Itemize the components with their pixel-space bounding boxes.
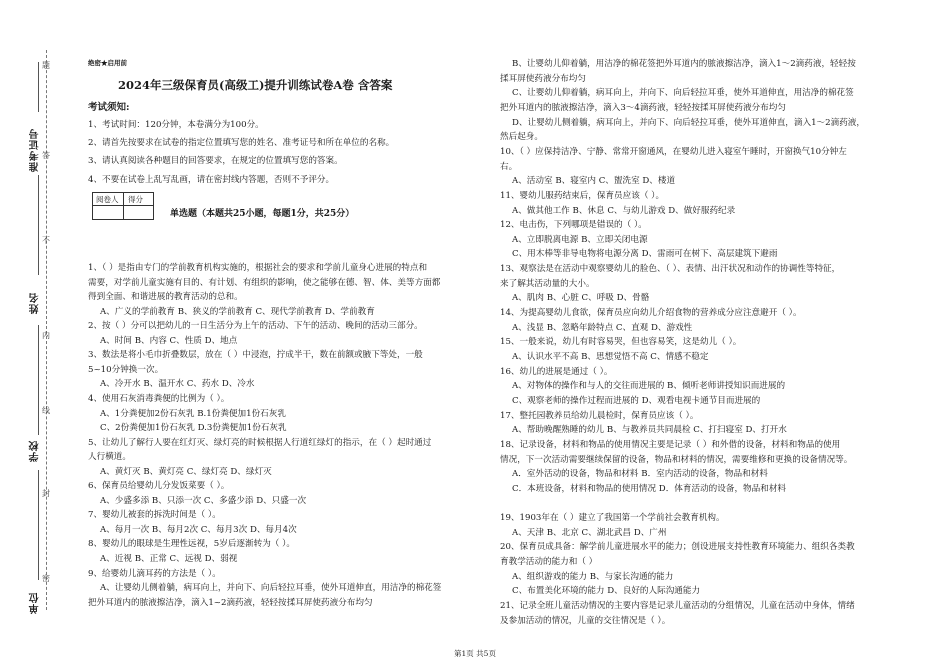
question-line: 12、电击伤，下列哪项是错误的（ ）。 — [500, 220, 647, 231]
question-line: 右。 — [500, 161, 518, 172]
question-line: 8、婴幼儿的眼球是生理性远视，5岁后逐渐转为（ ）。 — [88, 539, 296, 550]
fill-line — [38, 62, 39, 112]
page-title: 2024年三级保育员(高级工)提升训练试卷A卷 含答案 — [118, 78, 393, 92]
answer-option-line: C、布置美化环境的能力 D、良好的人际沟通能力 — [512, 586, 701, 597]
seal-mark: 密 — [42, 574, 50, 583]
answer-option-line: A、天津 B、北京 C、湖北武昌 D、广州 — [512, 527, 667, 538]
question-line: 1、（ ）是指由专门的学前教育机构实施的，根据社会的要求和学前儿童身心进展的特点和 — [88, 263, 428, 273]
answer-option-line: A、立即脱离电源 B、立即关闭电源 — [512, 234, 648, 245]
answer-option-line: A、做其他工作 B、休息 C、与幼儿游戏 D、做好服药纪录 — [512, 205, 736, 216]
seal-mark: 答 — [42, 151, 50, 160]
score-box — [92, 192, 154, 220]
answer-option-line: A、时间 B、内容 C、性质 D、地点 — [100, 335, 238, 346]
question-line: 育教学活动的能力和（ ） — [500, 557, 598, 568]
question-line: 15、一般来说，幼儿有时容易哭，但也容易笑，这是幼儿（ ）。 — [500, 337, 742, 348]
question-line: 18、记录设备，材料和物品的使用情况主要是记录（ ）和外借的设备，材料和物品的使用 — [500, 439, 841, 450]
answer-option-line: A、少盛多添 B、只添一次 C、多盛少添 D、只盛一次 — [100, 495, 307, 506]
question-line: 需要，对学前儿童实施有目的、有计划、有组织的影响，使之能够在德、智、体、美等方面都 — [88, 277, 441, 288]
answer-option-line: A、广义的学前教育 B、狭义的学前教育 C、现代学前教育 D、学前教育 — [100, 306, 375, 317]
answer-option-line: C、2份粪便加1份石灰乳 D.3份粪便加1份石灰乳 — [100, 423, 287, 434]
question-line: 得到全面、和谐进展的教育活动的总和。 — [88, 292, 243, 303]
seal-mark: 内 — [42, 331, 50, 340]
question-line: 把外耳道内的脓液擦洁净，滴入1~2滴药液，轻轻按揉耳屏使药液分布均匀 — [88, 597, 373, 608]
secret-mark: 绝密★启用前 — [88, 59, 127, 67]
question-line: 6、保育员给婴幼儿分发饭菜要（ ）。 — [88, 481, 230, 492]
answer-option-line: A、浅显 B、忽略年龄特点 C、直观 D、游戏性 — [512, 322, 693, 333]
school-label: 学校 — [30, 440, 41, 462]
question-line: 把外耳道内的脓液擦洁净，滴入3～4滴药液，轻轻按揉耳屏使药液分布均匀 — [500, 102, 786, 113]
answer-option-line: A、冷开水 B、温开水 C、药水 D、冷水 — [100, 379, 255, 390]
unit-label: 单位 — [30, 592, 41, 614]
question-line: 21、记录全班儿童活动情况的主要内容是记录儿童活动的分组情况，儿童在活动中身体，情绪 — [500, 601, 855, 612]
question-line: 7、婴幼儿被套的拆洗时间是（ ）。 — [88, 510, 221, 521]
seal-mark: 封 — [42, 489, 50, 498]
answer-option-line: B、让婴幼儿仰着躺，用洁净的棉花签把外耳道内的脓液擦洁净，滴入1～2滴药液，轻轻按 — [512, 59, 856, 69]
answer-option-line: A、活动室 B、寝室内 C、盥洗室 D、楼道 — [512, 176, 676, 187]
question-line: 来了解其活动量的大小。 — [500, 278, 595, 289]
question-line: 19、1903年在（ ）建立了我国第一个学前社会教育机构。 — [500, 513, 725, 524]
answer-option-line: D、让婴幼儿侧着躺，病耳向上，并向下、向后轻拉耳垂，使外耳道伸直，滴入1～2滴药液， — [512, 117, 865, 128]
answer-option-line: C、观察老师的操作过程而进展的 D、观看电视卡通节目而进展的 — [512, 395, 761, 406]
question-line: 5、让幼儿了解行人要在红灯灭、绿灯亮的时候根据人行道红绿灯的指示，在（ ）起时通过 — [88, 437, 432, 448]
question-line: 然后起身。 — [500, 132, 543, 143]
notice-item: 4、不要在试卷上乱写乱画，请在密封线内答题，否则不予评分。 — [88, 175, 335, 185]
question-line: 17、整托园教养员给幼儿晨检时，保育员应该（ ）。 — [500, 410, 699, 421]
question-line: 13、观察法是在活动中观察婴幼儿的脸色、（ ）、表情、出汗状况和动作的协调性等特征， — [500, 264, 841, 275]
question-line: 5~10分钟换一次。 — [88, 364, 164, 375]
binding-margin — [0, 0, 75, 671]
fill-line — [38, 325, 39, 435]
seal-mark: 不 — [42, 236, 50, 245]
answer-option-line: A、组织游戏的能力 B、与家长沟通的能力 — [512, 571, 674, 582]
answer-option-line: A、帮助晚醒熟睡的幼儿 B、与教养员共同晨检 C、打扫寝室 D、打开水 — [512, 425, 787, 436]
answer-option-line: C．本班设备，材料和物品的使用情况 D．体育活动的设备，物品和材料 — [512, 483, 787, 494]
fill-line — [38, 470, 39, 580]
question-line: 10、（ ）应保持洁净、宁静、常常开窗通风，在婴幼儿进入寝室午睡时，开窗换气10分钟左 — [500, 146, 847, 157]
answer-option-line: A、肌肉 B、心脏 C、呼吸 D、骨骼 — [512, 293, 650, 304]
reviewer-label: 阅卷人 — [96, 195, 119, 204]
question-line: 16、幼儿的进展是通过（ ）。 — [500, 366, 613, 377]
answer-option-line: A、对物体的操作和与人的交往而进展的 B、倾听老师讲授知识而进展的 — [512, 381, 786, 392]
answer-option-line: A、1分粪便加2份石灰乳 B.1份粪便加1份石灰乳 — [100, 408, 286, 419]
question-line: 及参加活动的情况，儿童的交往情况是（ ）。 — [500, 615, 671, 626]
answer-option-line: A、认识水平不高 B、思想觉悟不高 C、情感不稳定 — [512, 352, 709, 362]
seal-mark: 线 — [42, 406, 50, 415]
page-footer: 第1页 共5页 — [454, 649, 496, 658]
answer-option-line: A、每月一次 B、每月2次 C、每月3次 D、每月4次 — [100, 524, 297, 535]
question-line: 2、按（ ）分可以把幼儿的一日生活分为上午的活动、下午的活动、晚间的活动三部分。 — [88, 321, 423, 332]
question-line: 14、为提高婴幼儿食欲，保育员应向幼儿介绍食物的营养成分应注意避开（ ）。 — [500, 308, 802, 319]
answer-option-line: C、让婴幼儿仰着躺，病耳向上，并向下、向后轻拉耳垂，使外耳道伸直，用洁净的棉花签 — [512, 88, 854, 99]
section-heading: 单选题（本题共25小题，每题1分，共25分） — [170, 209, 355, 219]
question-line: 4、使用石灰消毒粪便的比例为（ ）。 — [88, 393, 230, 404]
exam-number-label: 准考证号 — [30, 128, 41, 172]
question-line: 11、婴幼儿服药结束后，保育员应该（ ）。 — [500, 190, 665, 201]
fill-line — [38, 175, 39, 275]
notice-item: 2、请首先按要求在试卷的指定位置填写您的姓名、准考证号和所在单位的名称。 — [88, 138, 395, 148]
notice-item: 1、考试时间：120分钟，本卷满分为100分。 — [88, 120, 264, 130]
answer-option-line: C、用木棒等非导电物将电源分离 D、雷雨可在树下、高层建筑下避雨 — [512, 249, 778, 260]
question-line: 揉耳屏使药液分布均匀 — [500, 73, 586, 84]
notice-item: 3、请认真阅读各种题目的回答要求，在规定的位置填写您的答案。 — [88, 156, 343, 166]
answer-option-line: A、近视 B、正常 C、远视 D、弱视 — [100, 554, 238, 564]
answer-option-line: A、黄灯灭 B、黄灯亮 C、绿灯亮 D、绿灯灭 — [100, 466, 272, 477]
answer-option-line: A．室外活动的设备，物品和材料 B．室内活动的设备，物品和材料 — [512, 469, 768, 480]
question-line: 3、数法是将小毛巾折叠数层，放在（ ）中浸泡，拧成半干，数在前额或腋下等处，一般 — [88, 350, 423, 361]
name-label: 姓名 — [30, 292, 41, 314]
score-label: 得分 — [128, 195, 143, 204]
question-line: 9、给婴幼儿滴耳药的方法是（ ）。 — [88, 568, 221, 579]
notice-heading: 考试须知: — [88, 102, 130, 113]
answer-option-line: A、让婴幼儿侧着躺，病耳向上，并向下、向后轻拉耳垂，使外耳道伸直，用洁净的棉花签 — [100, 583, 442, 594]
seal-mark: 题 — [42, 61, 50, 70]
question-line: 情况，下一次活动需要继续保留的设备，物品和材料的情况，需要维修和更换的设备情况等。 — [500, 454, 853, 465]
question-line: 人行横道。 — [88, 452, 131, 463]
question-line: 20、保育员成具备：解学前儿童进展水平的能力；创设进展支持性教育环境能力、组织各类教 — [500, 542, 855, 553]
